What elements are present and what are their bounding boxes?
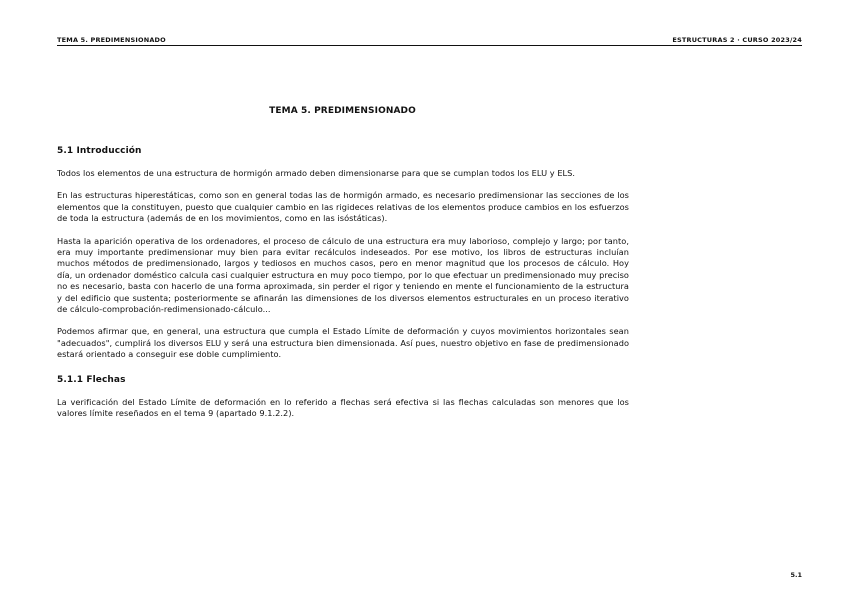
subsection-heading: 5.1.1 Flechas [57,374,126,385]
header-rule [57,45,802,46]
paragraph: Podemos afirmar que, en general, una estructura que cumpla el Estado Límite de deformación y cuyos movimientos horizontales sean "adecuados", cumplirá los diversos ELU y será una estructura bien dimensionada. Así pues, nuestro objetivo en fase de predimensionado estará orientado a conseguir ese doble cumplimiento. [57,326,629,360]
paragraph: En las estructuras hiperestáticas, como son en general todas las de hormigón armado, es necesario predimensionar las secciones de los elementos que la constituyen, puesto que cualquier cambio en las rigideces relativas de los elementos produce cambios en los esfuerzos de toda la estructura (además de en los movimientos, como en las isóstáticas). [57,190,629,224]
chapter-title: TEMA 5. PREDIMENSIONADO [269,106,416,116]
running-header-left: TEMA 5. PREDIMENSIONADO [57,36,166,44]
paragraph: La verificación del Estado Límite de deformación en lo referido a flechas será efectiva si las flechas calculadas son menores que los valores límite reseñados en el tema 9 (apartado 9.1.2.2). [57,396,629,419]
running-header-right: ESTRUCTURAS 2 · CURSO 2023/24 [672,36,802,44]
paragraph: Hasta la aparición operativa de los ordenadores, el proceso de cálculo de una estructura era muy laborioso, complejo y largo; por tanto, era muy importante predimensionar muy bien para evitar recálculos indeseados. Por ese motivo, los libros de estructuras incluían muchos métodos de predimensionado, largos y tediosos en muchos casos, pero en menor magnitud que los procesos de cálculo. Hoy día, un ordenador doméstico calcula casi cualquier estructura en muy poco tiempo, por lo que efectuar un predimensionado muy preciso no es necesario, basta con hacerlo de una forma aproximada, sin perder el rigor y teniendo en mente el funcionamiento de la estructura y del edificio que sustenta; posteriormente se afinarán las dimensiones de los diversos elementos estructurales en un proceso iterativo de cálculo-comprobación-redimensionado-cálculo... [57,235,629,315]
paragraph: Todos los elementos de una estructura de hormigón armado deben dimensionarse para que se cumplan todos los ELU y ELS. [57,168,576,178]
section-heading: 5.1 Introducción [57,146,142,156]
document-body [57,146,629,431]
page-number: 5.1 [790,571,802,579]
